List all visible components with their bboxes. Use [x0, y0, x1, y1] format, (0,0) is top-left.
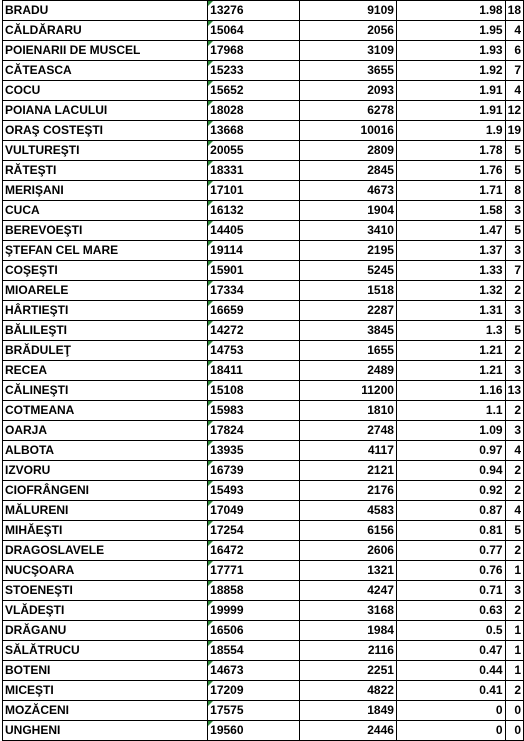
- cell-rate[interactable]: 0.63: [396, 601, 505, 621]
- cell-code[interactable]: 13276: [208, 1, 299, 21]
- cell-population[interactable]: 10016: [299, 121, 396, 141]
- cell-code[interactable]: 20055: [208, 141, 299, 161]
- cell-rate[interactable]: 1.47: [396, 221, 505, 241]
- cell-code[interactable]: 13935: [208, 441, 299, 461]
- table-row: [3, 301, 524, 321]
- cell-rate[interactable]: 1.09: [396, 421, 505, 441]
- cell-code[interactable]: 18028: [208, 101, 299, 121]
- cell-code[interactable]: 15983: [208, 401, 299, 421]
- cell-rate[interactable]: 0.5: [396, 621, 505, 641]
- cell-locality[interactable]: BOTENI: [3, 661, 208, 681]
- cell-locality[interactable]: DRĂGANU: [3, 621, 208, 641]
- table-row: [3, 601, 524, 621]
- cell-locality[interactable]: SĂLĂTRUCU: [3, 641, 208, 661]
- cell-population[interactable]: 4247: [299, 581, 396, 601]
- cell-code[interactable]: 19114: [208, 241, 299, 261]
- cell-locality[interactable]: COTMEANA: [3, 401, 208, 421]
- cell-count[interactable]: 0: [505, 701, 523, 721]
- cell-count[interactable]: 1: [505, 661, 523, 681]
- cell-rate[interactable]: 1.58: [396, 201, 505, 221]
- cell-count[interactable]: 5: [505, 161, 523, 181]
- cell-count[interactable]: 12: [505, 101, 523, 121]
- cell-count[interactable]: 2: [505, 281, 523, 301]
- table-row: [3, 201, 524, 221]
- cell-locality[interactable]: MICEŞTI: [3, 681, 208, 701]
- table-row: [3, 501, 524, 521]
- cell-locality[interactable]: ŞTEFAN CEL MARE: [3, 241, 208, 261]
- cell-population[interactable]: 2195: [299, 241, 396, 261]
- cell-code[interactable]: 14272: [208, 321, 299, 341]
- cell-code[interactable]: 17254: [208, 521, 299, 541]
- cell-population[interactable]: 2287: [299, 301, 396, 321]
- cell-population[interactable]: 2845: [299, 161, 396, 181]
- cell-count[interactable]: 2: [505, 601, 523, 621]
- cell-population[interactable]: 1321: [299, 561, 396, 581]
- cell-rate[interactable]: 1.37: [396, 241, 505, 261]
- cell-locality[interactable]: CĂTEASCA: [3, 61, 208, 81]
- cell-count[interactable]: 1: [505, 641, 523, 661]
- cell-locality[interactable]: CIOFRÂNGENI: [3, 481, 208, 501]
- cell-rate[interactable]: 1.3: [396, 321, 505, 341]
- cell-rate[interactable]: 0.92: [396, 481, 505, 501]
- cell-locality[interactable]: COCU: [3, 81, 208, 101]
- cell-rate[interactable]: 0.41: [396, 681, 505, 701]
- cell-population[interactable]: 9109: [299, 1, 396, 21]
- cell-count[interactable]: 3: [505, 421, 523, 441]
- cell-code[interactable]: 15901: [208, 261, 299, 281]
- cell-population[interactable]: 3845: [299, 321, 396, 341]
- cell-rate[interactable]: 0.94: [396, 461, 505, 481]
- cell-rate[interactable]: 1.92: [396, 61, 505, 81]
- table-row: [3, 481, 524, 501]
- cell-population[interactable]: 2446: [299, 721, 396, 741]
- cell-population[interactable]: 1904: [299, 201, 396, 221]
- table-row: [3, 141, 524, 161]
- table-row: [3, 621, 524, 641]
- cell-rate[interactable]: 1.16: [396, 381, 505, 401]
- cell-locality[interactable]: POIENARII DE MUSCEL: [3, 41, 208, 61]
- table-row: [3, 521, 524, 541]
- cell-rate[interactable]: 0: [396, 701, 505, 721]
- cell-rate[interactable]: 1.91: [396, 81, 505, 101]
- table-row: [3, 461, 524, 481]
- table-row: [3, 701, 524, 721]
- cell-rate[interactable]: 0.97: [396, 441, 505, 461]
- cell-locality[interactable]: STOENEŞTI: [3, 581, 208, 601]
- cell-rate[interactable]: 1.76: [396, 161, 505, 181]
- cell-count[interactable]: 3: [505, 201, 523, 221]
- cell-count[interactable]: 0: [505, 721, 523, 741]
- table-row: [3, 221, 524, 241]
- table-row: [3, 581, 524, 601]
- cell-population[interactable]: 2606: [299, 541, 396, 561]
- cell-code[interactable]: 17575: [208, 701, 299, 721]
- cell-rate[interactable]: 0.44: [396, 661, 505, 681]
- cell-rate[interactable]: 0.76: [396, 561, 505, 581]
- cell-code[interactable]: 13668: [208, 121, 299, 141]
- table-row: [3, 641, 524, 661]
- cell-locality[interactable]: MIOARELE: [3, 281, 208, 301]
- table-row: [3, 541, 524, 561]
- cell-population[interactable]: 2748: [299, 421, 396, 441]
- cell-locality[interactable]: RECEA: [3, 361, 208, 381]
- cell-population[interactable]: 2116: [299, 641, 396, 661]
- table-row: [3, 381, 524, 401]
- cell-population[interactable]: 6156: [299, 521, 396, 541]
- table-row: [3, 441, 524, 461]
- cell-locality[interactable]: IZVORU: [3, 461, 208, 481]
- cell-code[interactable]: 17824: [208, 421, 299, 441]
- cell-rate[interactable]: 1.21: [396, 361, 505, 381]
- cell-locality[interactable]: BRADU: [3, 1, 208, 21]
- cell-population[interactable]: 3109: [299, 41, 396, 61]
- cell-population[interactable]: 1849: [299, 701, 396, 721]
- cell-code[interactable]: 16472: [208, 541, 299, 561]
- cell-locality[interactable]: CĂLINEŞTI: [3, 381, 208, 401]
- cell-code[interactable]: 15064: [208, 21, 299, 41]
- cell-locality[interactable]: MOZĂCENI: [3, 701, 208, 721]
- table-row: [3, 41, 524, 61]
- cell-population[interactable]: 11200: [299, 381, 396, 401]
- table-row: [3, 661, 524, 681]
- cell-population[interactable]: 1655: [299, 341, 396, 361]
- cell-locality[interactable]: ALBOTA: [3, 441, 208, 461]
- cell-locality[interactable]: POIANA LACULUI: [3, 101, 208, 121]
- cell-locality[interactable]: CĂLDĂRARU: [3, 21, 208, 41]
- cell-locality[interactable]: MERIŞANI: [3, 181, 208, 201]
- cell-code[interactable]: 16739: [208, 461, 299, 481]
- cell-locality[interactable]: VULTUREŞTI: [3, 141, 208, 161]
- cell-locality[interactable]: BĂLILEŞTI: [3, 321, 208, 341]
- table-row: [3, 341, 524, 361]
- cell-code[interactable]: 16506: [208, 621, 299, 641]
- cell-rate[interactable]: 1.1: [396, 401, 505, 421]
- cell-code[interactable]: 17049: [208, 501, 299, 521]
- cell-rate[interactable]: 1.21: [396, 341, 505, 361]
- cell-code[interactable]: 17209: [208, 681, 299, 701]
- table-row: [3, 81, 524, 101]
- table-row: [3, 21, 524, 41]
- cell-population[interactable]: 3410: [299, 221, 396, 241]
- cell-code[interactable]: 18554: [208, 641, 299, 661]
- cell-count[interactable]: 3: [505, 301, 523, 321]
- cell-code[interactable]: 15493: [208, 481, 299, 501]
- cell-rate[interactable]: 0: [396, 721, 505, 741]
- cell-rate[interactable]: 1.9: [396, 121, 505, 141]
- cell-rate[interactable]: 1.93: [396, 41, 505, 61]
- cell-code[interactable]: 19560: [208, 721, 299, 741]
- cell-locality[interactable]: UNGHENI: [3, 721, 208, 741]
- cell-population[interactable]: 5245: [299, 261, 396, 281]
- cell-population[interactable]: 1984: [299, 621, 396, 641]
- cell-count[interactable]: 13: [505, 381, 523, 401]
- cell-population[interactable]: 1810: [299, 401, 396, 421]
- cell-code[interactable]: 15652: [208, 81, 299, 101]
- cell-count[interactable]: 5: [505, 321, 523, 341]
- table-row: [3, 241, 524, 261]
- table-row: [3, 101, 524, 121]
- cell-rate[interactable]: 1.98: [396, 1, 505, 21]
- cell-count[interactable]: 3: [505, 361, 523, 381]
- cell-code[interactable]: 14405: [208, 221, 299, 241]
- cell-count[interactable]: 2: [505, 481, 523, 501]
- table-row: [3, 1, 524, 21]
- cell-count[interactable]: 2: [505, 341, 523, 361]
- table-row: [3, 361, 524, 381]
- cell-code[interactable]: 18858: [208, 581, 299, 601]
- table-row: [3, 161, 524, 181]
- cell-code[interactable]: 18411: [208, 361, 299, 381]
- cell-rate[interactable]: 1.31: [396, 301, 505, 321]
- cell-locality[interactable]: NUCŞOARA: [3, 561, 208, 581]
- cell-rate[interactable]: 0.71: [396, 581, 505, 601]
- cell-count[interactable]: 19: [505, 121, 523, 141]
- cell-count[interactable]: 7: [505, 261, 523, 281]
- cell-count[interactable]: 18: [505, 1, 523, 21]
- cell-population[interactable]: 4822: [299, 681, 396, 701]
- table-row: [3, 561, 524, 581]
- table-row: [3, 261, 524, 281]
- cell-count[interactable]: 2: [505, 681, 523, 701]
- cell-rate[interactable]: 0.77: [396, 541, 505, 561]
- cell-population[interactable]: 1518: [299, 281, 396, 301]
- cell-rate[interactable]: 1.95: [396, 21, 505, 41]
- table-row: [3, 181, 524, 201]
- cell-code[interactable]: 14753: [208, 341, 299, 361]
- cell-population[interactable]: 4117: [299, 441, 396, 461]
- cell-count[interactable]: 2: [505, 401, 523, 421]
- table-row: [3, 401, 524, 421]
- cell-code[interactable]: 18331: [208, 161, 299, 181]
- data-table: [2, 0, 524, 741]
- cell-count[interactable]: 7: [505, 61, 523, 81]
- cell-locality[interactable]: CUCA: [3, 201, 208, 221]
- table-row: [3, 121, 524, 141]
- cell-rate[interactable]: 1.78: [396, 141, 505, 161]
- cell-population[interactable]: 2176: [299, 481, 396, 501]
- table-row: [3, 681, 524, 701]
- cell-population[interactable]: 2093: [299, 81, 396, 101]
- cell-code[interactable]: 14673: [208, 661, 299, 681]
- cell-count[interactable]: 1: [505, 561, 523, 581]
- cell-code[interactable]: 15108: [208, 381, 299, 401]
- cell-locality[interactable]: VLĂDEŞTI: [3, 601, 208, 621]
- cell-population[interactable]: 3655: [299, 61, 396, 81]
- cell-locality[interactable]: HÂRTIEŞTI: [3, 301, 208, 321]
- cell-count[interactable]: 3: [505, 241, 523, 261]
- cell-population[interactable]: 2489: [299, 361, 396, 381]
- cell-locality[interactable]: DRAGOSLAVELE: [3, 541, 208, 561]
- cell-count[interactable]: 5: [505, 521, 523, 541]
- cell-rate[interactable]: 1.33: [396, 261, 505, 281]
- table-row: [3, 61, 524, 81]
- cell-code[interactable]: 17334: [208, 281, 299, 301]
- cell-population[interactable]: 2809: [299, 141, 396, 161]
- cell-locality[interactable]: BEREVOEŞTI: [3, 221, 208, 241]
- cell-count[interactable]: 2: [505, 541, 523, 561]
- cell-code[interactable]: 17968: [208, 41, 299, 61]
- cell-code[interactable]: 17771: [208, 561, 299, 581]
- cell-rate[interactable]: 0.87: [396, 501, 505, 521]
- cell-code[interactable]: 19999: [208, 601, 299, 621]
- cell-rate[interactable]: 1.32: [396, 281, 505, 301]
- cell-population[interactable]: 2121: [299, 461, 396, 481]
- cell-count[interactable]: 3: [505, 581, 523, 601]
- cell-count[interactable]: 4: [505, 81, 523, 101]
- cell-count[interactable]: 8: [505, 181, 523, 201]
- cell-count[interactable]: 4: [505, 501, 523, 521]
- table-row: [3, 421, 524, 441]
- cell-count[interactable]: 4: [505, 441, 523, 461]
- cell-rate[interactable]: 1.71: [396, 181, 505, 201]
- table-row: [3, 321, 524, 341]
- cell-code[interactable]: 17101: [208, 181, 299, 201]
- cell-population[interactable]: 4673: [299, 181, 396, 201]
- cell-locality[interactable]: BRĂDULEŢ: [3, 341, 208, 361]
- cell-rate[interactable]: 1.91: [396, 101, 505, 121]
- cell-count[interactable]: 6: [505, 41, 523, 61]
- cell-count[interactable]: 1: [505, 621, 523, 641]
- cell-code[interactable]: 16659: [208, 301, 299, 321]
- table-row: [3, 281, 524, 301]
- cell-count[interactable]: 5: [505, 221, 523, 241]
- cell-population[interactable]: 2251: [299, 661, 396, 681]
- cell-population[interactable]: 4583: [299, 501, 396, 521]
- cell-count[interactable]: 5: [505, 141, 523, 161]
- cell-population[interactable]: 3168: [299, 601, 396, 621]
- cell-locality[interactable]: RĂTEŞTI: [3, 161, 208, 181]
- cell-locality[interactable]: ORAŞ COSTEŞTI: [3, 121, 208, 141]
- table-body: [3, 1, 524, 741]
- cell-locality[interactable]: MĂLURENI: [3, 501, 208, 521]
- cell-population[interactable]: 6278: [299, 101, 396, 121]
- cell-code[interactable]: 15233: [208, 61, 299, 81]
- cell-rate[interactable]: 0.81: [396, 521, 505, 541]
- cell-locality[interactable]: COŞEŞTI: [3, 261, 208, 281]
- cell-count[interactable]: 4: [505, 21, 523, 41]
- cell-rate[interactable]: 0.47: [396, 641, 505, 661]
- cell-count[interactable]: 2: [505, 461, 523, 481]
- cell-code[interactable]: 16132: [208, 201, 299, 221]
- cell-locality[interactable]: MIHĂEŞTI: [3, 521, 208, 541]
- cell-locality[interactable]: OARJA: [3, 421, 208, 441]
- cell-population[interactable]: 2056: [299, 21, 396, 41]
